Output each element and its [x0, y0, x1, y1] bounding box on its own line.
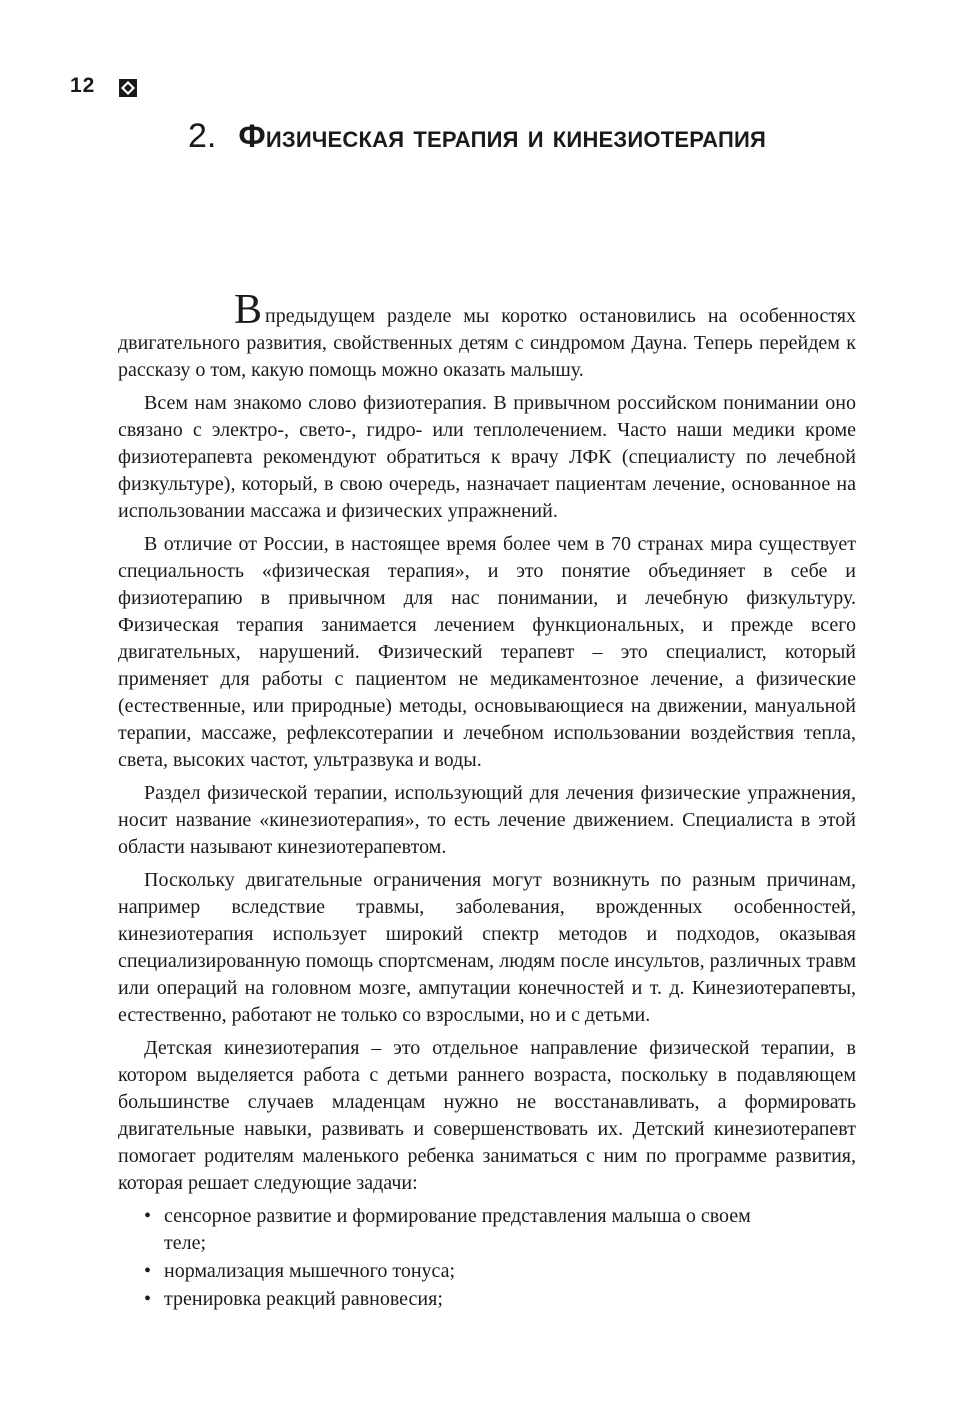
list-item	[118, 1258, 764, 1285]
list-item-text: тренировка реакций равновесия;	[164, 1288, 443, 1310]
paragraph: Раздел физической терапии, использующий для лечения физические упражнения, носит название «кинезиотерапия», то есть лечение движением. Специалиста в этой области называют кинезиотерапевтом.	[118, 782, 856, 858]
bullet-icon: •	[144, 1260, 152, 1282]
task-list	[118, 1203, 856, 1313]
diamond-ornament-icon	[118, 78, 138, 98]
chapter-heading: Физическая терапия и кинезиотерапия	[238, 118, 766, 154]
chapter-title	[188, 114, 766, 158]
paragraph-text: предыдущем разделе мы коротко остановились на особенностях двигательного развития, свойственных детям с синдромом Дауна. Теперь перейдем к рассказу о том, какую помощь можно оказать малышу.	[118, 305, 856, 381]
body-text	[118, 287, 856, 1314]
paragraph: Детская кинезиотерапия – это отдельное направление физической терапии, в котором выделяется работа с детьми раннего возраста, поскольку в подавляющем большинстве случаев младенцам нужно не восстанавливать, а формировать двигательные навыки, развивать и совершенствовать их. Детский кинезиотерапевт помогает родителям маленького ребенка заниматься с ним по программе развития, которая решает следующие задачи:	[118, 1037, 856, 1194]
list-item-text: нормализация мышечного тонуса;	[164, 1260, 456, 1282]
list-item	[118, 1203, 764, 1257]
page-number: 12	[70, 74, 96, 97]
paragraph: В отличие от России, в настоящее время более чем в 70 странах мира существует специальность «физическая терапия», и это понятие объединяет в себе и физиотерапию в привычном для нас понимании, и лечебную физкультуру. Физическая терапия занимается лечением функциональных, и прежде всего двигательных, нарушений. Физический терапевт – это специалист, который применяет для работы с пациентом не медикаментозное лечение, а физические (естественные, или природные) методы, основывающиеся на движении, мануальной терапии, массаже, рефлексотерапии и лечебном использовании воздействия тепла, света, высоких частот, ультразвука и воды.	[118, 533, 856, 771]
drop-cap: В	[234, 287, 263, 333]
bullet-icon: •	[144, 1205, 152, 1227]
chapter-number: 2.	[188, 117, 217, 155]
list-item	[118, 1286, 764, 1313]
paragraph: Всем нам знакомо слово физиотерапия. В привычном российском понимании оно связано с электро-, свето-, гидро- или теплолечением. Часто наши медики кроме физиотерапевта рекомендуют обратиться к врачу ЛФК (специалисту по лечебной физкультуре), который, в свою очередь, назначает пациентам лечение, основанное на использовании массажа и физических упражнений.	[118, 392, 856, 522]
paragraph: Поскольку двигательные ограничения могут возникнуть по разным причинам, например вследствие травмы, заболевания, врожденных особенностей, кинезиотерапия использует широкий спектр методов и подходов, оказывая специализированную помощь спортсменам, людям после инсультов, различных травм или операций на головном мозге, ампутации конечностей и т. д. Кинезиотерапевты, естественно, работают не только со взрослыми, но и с детьми.	[118, 869, 856, 1026]
bullet-icon: •	[144, 1288, 152, 1310]
list-item-text: сенсорное развитие и формирование представления малыша о своем теле;	[164, 1205, 751, 1254]
paragraph	[118, 287, 856, 384]
